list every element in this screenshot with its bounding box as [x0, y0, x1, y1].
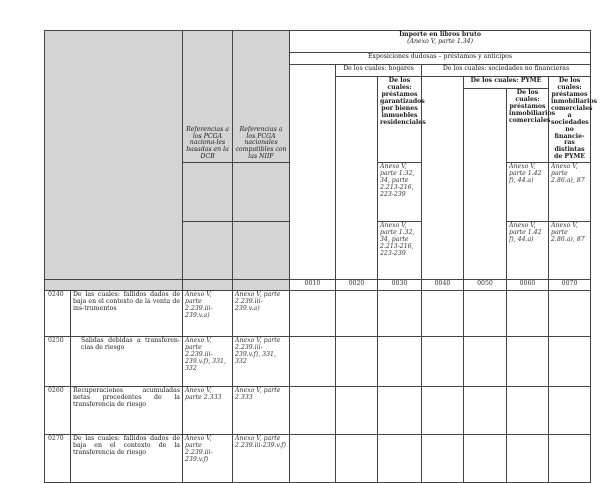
data-cell-0260-0020[interactable]: [336, 387, 378, 435]
row-code: 0240: [45, 291, 71, 337]
data-cell-0270-0070[interactable]: [549, 435, 591, 483]
table-row: [45, 387, 591, 435]
row-label: De las cuales: fallidos dados de baja en el contexto de la transferencia de riesgo: [71, 435, 183, 483]
header-pyme-inmobiliarios: De los cuales: préstamos inmobiliarios comerciales: [507, 89, 549, 163]
importe-title: Importe en libros bruto: [399, 31, 481, 38]
data-cell-0270-0050[interactable]: [464, 435, 507, 483]
col-code-0070: 0070: [549, 280, 591, 291]
data-cell-0240-0070[interactable]: [549, 291, 591, 337]
header-hogares-garantizados: De los cuales: préstamos garantizados por bienes inmuebles residenciales: [378, 77, 422, 163]
data-cell-0250-0030[interactable]: [378, 337, 422, 387]
data-cell-0250-0040[interactable]: [422, 337, 464, 387]
header-col-0050-blank: [464, 89, 507, 280]
code-row-shade: [45, 280, 183, 291]
data-cell-0260-0030[interactable]: [378, 387, 422, 435]
row-label: De las cuales: fallidos dados de baja en el contexto de la venta de ins-trumentos: [71, 291, 183, 337]
row-code: 0270: [45, 435, 71, 483]
table-row: [45, 337, 591, 387]
col-code-0060: 0060: [507, 280, 549, 291]
data-cell-0260-0040[interactable]: [422, 387, 464, 435]
row-ref-dcb: Anexo V, parte 2.333: [183, 387, 233, 435]
data-cell-0250-0020[interactable]: [336, 337, 378, 387]
data-cell-0260-0050[interactable]: [464, 387, 507, 435]
data-cell-0250-0070[interactable]: [549, 337, 591, 387]
row-label: Salidas debidas a transferen-cias de riesgo: [71, 337, 183, 387]
ref-row1-0010: Anexo V, parte 1.32, 34, parte 2.213-216, 223-239: [378, 163, 422, 222]
ref-row2-0020: Anexo V, parte 1.42 f), 44.a): [507, 221, 549, 280]
data-cell-0270-0060[interactable]: [507, 435, 549, 483]
ref-row1-0020: Anexo V, parte 1.42 f), 44.a): [507, 163, 549, 222]
data-cell-0260-0060[interactable]: [507, 387, 549, 435]
header-ref-dcb: Referencias a los PCGA naciona-les basadas en la DCB: [183, 31, 233, 163]
data-cell-0240-0060[interactable]: [507, 291, 549, 337]
data-cell-0250-0060[interactable]: [507, 337, 549, 387]
data-cell-0250-0010[interactable]: [290, 337, 336, 387]
header-importe: [290, 31, 591, 53]
row-ref-niif: Anexo V, parte 2.239.iii-239.v.a): [233, 291, 290, 337]
col-code-0020: 0020: [336, 280, 378, 291]
header-prestamos-sociedades: De los cuales: préstamos inmobiliarios comerciales a sociedades no financie-ras distintas de PYME: [549, 77, 591, 163]
ref-row1-0030: Anexo V, parte 2.86.a), 87: [549, 163, 591, 222]
ref-row2-niif-shade: [233, 221, 290, 280]
table-row: [45, 435, 591, 483]
header-pyme: De los cuales: PYME: [464, 77, 549, 89]
data-cell-0240-0030[interactable]: [378, 291, 422, 337]
header-corner: [45, 31, 183, 280]
data-cell-0240-0050[interactable]: [464, 291, 507, 337]
header-ref-niif: Referencias a los PCGA nacionales compatibles con las NIIF: [233, 31, 290, 163]
row-ref-dcb: Anexo V, parte 2.239.iii-239.v.a): [183, 291, 233, 337]
ref-row1-dcb-shade: [183, 163, 233, 222]
header-col-0040-blank: [422, 77, 464, 280]
row-label: Recuperaciones acumuladas netas procedentes de la transferencia de riesgo: [71, 387, 183, 435]
data-cell-0250-0050[interactable]: [464, 337, 507, 387]
table-row: [45, 291, 591, 337]
data-cell-0270-0010[interactable]: [290, 435, 336, 483]
header-col-0020-blank: [336, 77, 378, 280]
data-cell-0240-0040[interactable]: [422, 291, 464, 337]
template-table: [44, 30, 598, 483]
col-code-0040: 0040: [422, 280, 464, 291]
col-code-0050: 0050: [464, 280, 507, 291]
data-cell-0270-0040[interactable]: [422, 435, 464, 483]
code-row-niif-shade: [233, 280, 290, 291]
ref-row2-0010: Anexo V, parte 1.32, 34, parte 2.213-216, 223-239: [378, 221, 422, 280]
row-ref-dcb: Anexo V, parte 2.239.iii-239.v.f): [183, 435, 233, 483]
header-hogares: De los cuales: hogares: [336, 65, 422, 77]
importe-ref: (Anexo V, parte 1.34): [407, 37, 474, 45]
header-col-0010-blank: [290, 65, 336, 280]
row-code: 0250: [45, 337, 71, 387]
header-sociedades: De los cuales: sociedades no financieras: [422, 65, 591, 77]
data-cell-0270-0020[interactable]: [336, 435, 378, 483]
row-code: 0260: [45, 387, 71, 435]
data-cell-0270-0030[interactable]: [378, 435, 422, 483]
data-cell-0240-0020[interactable]: [336, 291, 378, 337]
data-cell-0240-0010[interactable]: [290, 291, 336, 337]
ref-row1-niif-shade: [233, 163, 290, 222]
code-row-dcb-shade: [183, 280, 233, 291]
header-exposiciones: Exposiciones dudosas – préstamos y anticipos: [290, 53, 591, 65]
row-ref-niif: Anexo V, parte 2.239.iii-239.v.f): [233, 435, 290, 483]
col-code-0030: 0030: [378, 280, 422, 291]
ref-row2-0030: Anexo V, parte 2.86.a), 87: [549, 221, 591, 280]
row-ref-niif: Anexo V, parte 2.239.iii-239.v.f), 331, 332: [233, 337, 290, 387]
row-ref-niif: Anexo V, parte 2.333: [233, 387, 290, 435]
ref-row2-dcb-shade: [183, 221, 233, 280]
data-cell-0260-0070[interactable]: [549, 387, 591, 435]
data-cell-0260-0010[interactable]: [290, 387, 336, 435]
col-code-0010: 0010: [290, 280, 336, 291]
row-ref-dcb: Anexo V, parte 2.239.iii-239.v.f), 331, 332: [183, 337, 233, 387]
